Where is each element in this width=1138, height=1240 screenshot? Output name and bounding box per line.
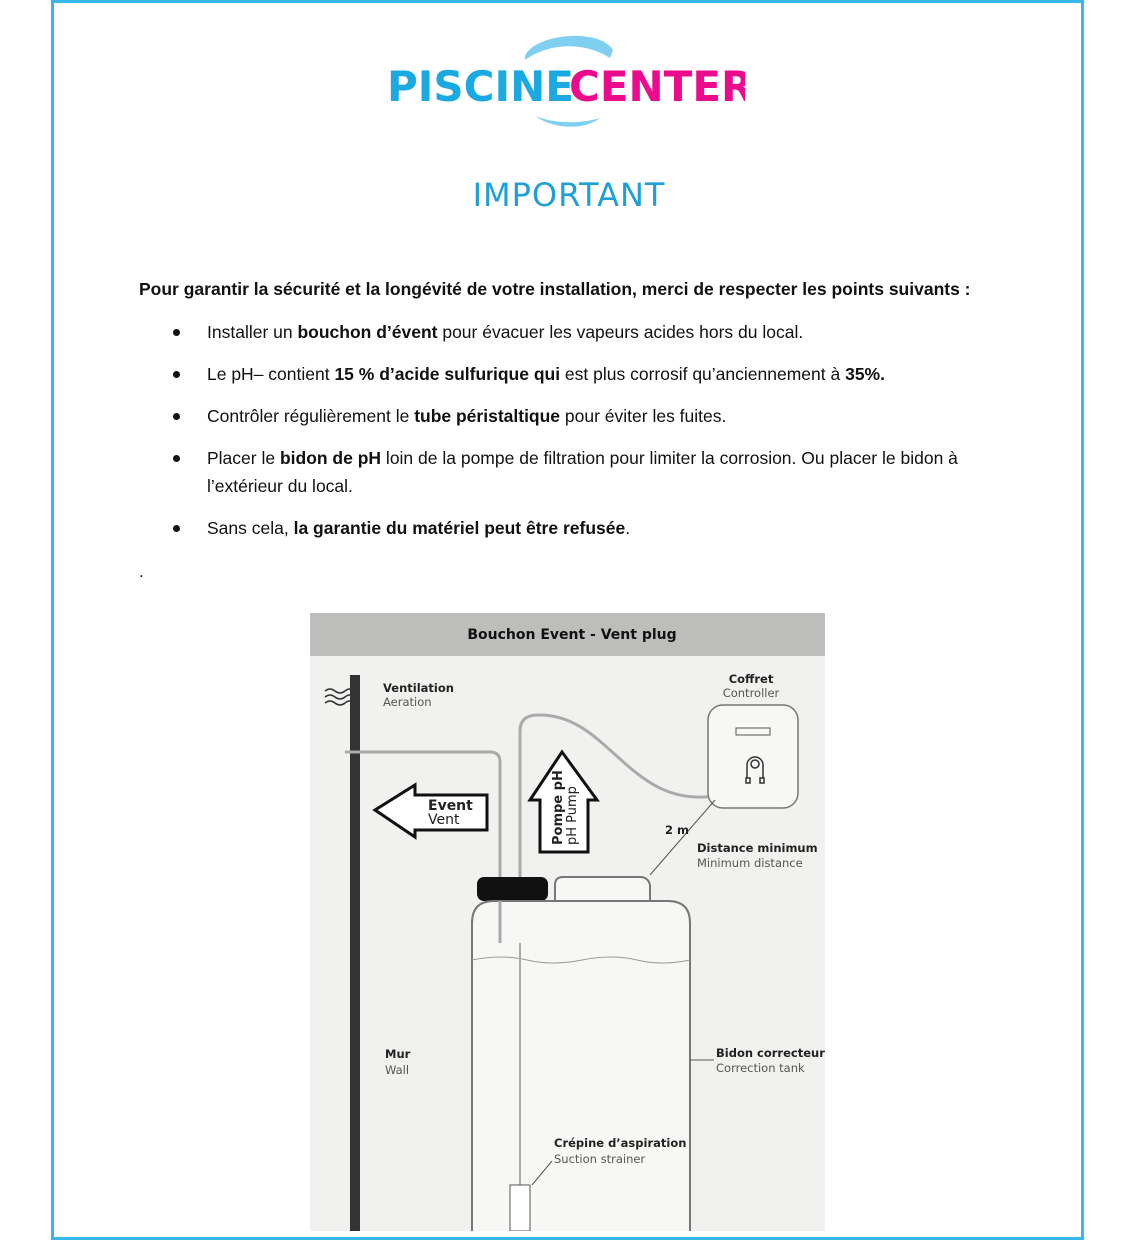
label-distance-minimum: Distance minimum: [697, 841, 818, 855]
label-controller: Controller: [722, 686, 780, 700]
label-pompe-ph: Pompe pH: [551, 770, 566, 845]
list-item: [139, 360, 999, 388]
list-item: [139, 444, 999, 500]
bullet-icon: [173, 525, 180, 532]
label-coffret: Coffret: [728, 672, 774, 686]
logo-text-piscine: PISCINE: [387, 62, 574, 111]
logo-text-center: CENTER: [569, 62, 745, 111]
ventilation-waves-icon: [325, 689, 353, 705]
stray-period: .: [139, 562, 144, 581]
bullet-list: [139, 318, 999, 556]
diagram-title: Bouchon Event - Vent plug: [467, 627, 677, 643]
label-mur: Mur: [385, 1047, 411, 1061]
text: pour éviter les fuites.: [560, 406, 727, 426]
text: pour évacuer les vapeurs acides hors du local.: [437, 322, 804, 342]
label-suction-strainer: Suction strainer: [554, 1152, 646, 1166]
text: Placer le: [207, 448, 280, 468]
label-event: Event: [428, 798, 473, 814]
text: est plus corrosif qu’anciennement à: [560, 364, 846, 384]
text: Contrôler régulièrement le: [207, 406, 415, 426]
tank-handle: [555, 877, 650, 903]
list-item: [139, 514, 999, 542]
bold-text: 15 % d’acide sulfurique qui: [334, 364, 561, 384]
label-crepine: Crépine d’aspiration: [554, 1136, 687, 1150]
bullet-icon: [173, 413, 180, 420]
text: Installer un: [207, 322, 298, 342]
bullet-icon: [173, 371, 180, 378]
bold-text: bidon de pH: [279, 448, 382, 468]
bold-text: 35%.: [845, 364, 885, 384]
vent-plug-diagram: [310, 613, 825, 1231]
list-item: [139, 318, 999, 346]
piscine-center-logo: [385, 28, 745, 132]
suction-strainer-shape: [510, 1185, 530, 1231]
bullet-icon: [173, 329, 180, 336]
label-bidon-correcteur: Bidon correcteur: [716, 1046, 825, 1060]
label-aeration: Aeration: [383, 695, 432, 709]
wall-shape: [350, 675, 360, 1231]
globe-logo-icon: [385, 28, 745, 132]
label-correction-tank: Correction tank: [716, 1061, 805, 1075]
bold-text: tube péristaltique: [414, 406, 561, 426]
intro-text: Pour garantir la sécurité et la longévité de votre installation, merci de respecter les points suivants :: [139, 279, 971, 299]
label-minimum-distance: Minimum distance: [697, 856, 803, 870]
bold-text: la garantie du matériel peut être refusée: [293, 518, 626, 538]
label-distance-value: 2 m: [665, 823, 689, 837]
text: Le pH– contient: [207, 364, 335, 384]
bullet-icon: [173, 455, 180, 462]
label-ph-pump: pH Pump: [565, 786, 580, 845]
label-vent: Vent: [428, 812, 460, 828]
text: .: [625, 518, 631, 538]
label-ventilation: Ventilation: [383, 681, 454, 695]
page-title: IMPORTANT: [472, 176, 666, 214]
label-wall: Wall: [385, 1063, 410, 1077]
text: loin de la pompe de filtration pour limiter la corrosion. Ou placer le bidon à l’extérieur du local.: [207, 448, 958, 496]
correction-tank: [472, 901, 690, 1231]
bold-text: bouchon d’évent: [297, 322, 438, 342]
list-item: [139, 402, 999, 430]
vent-plug-cap: [477, 877, 548, 901]
text: Sans cela,: [207, 518, 294, 538]
